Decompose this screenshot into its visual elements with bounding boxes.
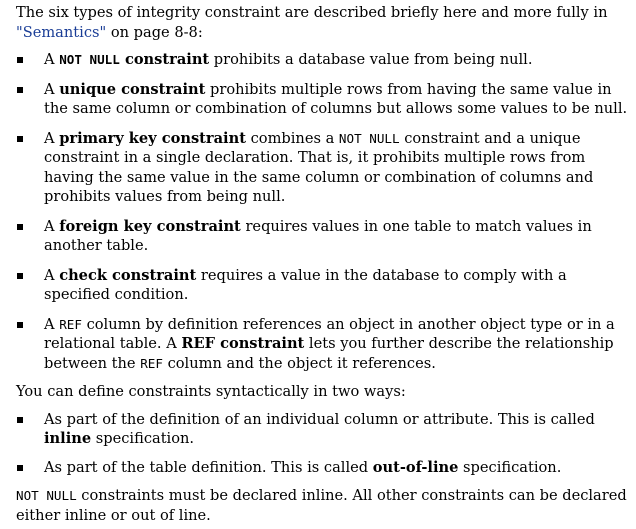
closing-paragraph: NOT NULL constraints must be declared inline. All other constraints can be declared either inline or out of line.: [16, 487, 627, 524]
term-inline: inline: [44, 430, 92, 447]
term-primary-key: primary key constraint: [59, 129, 246, 147]
syntax-intro-paragraph: You can define constraints syntactically in two ways:: [16, 383, 406, 400]
square-bullet-icon: [17, 136, 23, 142]
list-item-primary-key: A primary key constraint combines a NOT NULL constraint and a unique constraint in a single declaration. That is, it prohibits multiple rows from having the same value in the same column or combination of columns and prohibits values from being null.: [16, 129, 628, 207]
term-ref-constraint: REF constraint: [181, 335, 305, 352]
list-item-foreign-key: A foreign key constraint requires values in one table to match values in another table.: [16, 217, 628, 256]
list-item-inline: As part of the definition of an individual column or attribute. This is called inline specification.: [16, 410, 628, 449]
square-bullet-icon: [17, 87, 23, 93]
square-bullet-icon: [17, 57, 23, 63]
list-item-check: A check constraint requires a value in the database to comply with a specified condition.: [16, 266, 628, 305]
term-not-null: NOT NULL: [59, 52, 120, 67]
term-foreign-key: foreign key constraint: [59, 217, 241, 235]
term-unique: unique constraint: [59, 80, 206, 98]
term-out-of-line: out-of-line: [372, 458, 459, 476]
list-item-not-null: A NOT NULL constraint prohibits a database value from being null.: [16, 50, 628, 70]
list-item-out-of-line: As part of the table definition. This is called out-of-line specification.: [16, 458, 628, 478]
constraint-types-list: [16, 50, 628, 373]
intro-page-ref: on page 8-8:: [106, 23, 203, 41]
term-check: check constraint: [59, 266, 197, 284]
list-item-unique: A unique constraint prohibits multiple rows from having the same value in the same column or combination of columns but allows some values to be null.: [16, 80, 628, 119]
square-bullet-icon: [17, 273, 23, 279]
definition-ways-list: [16, 410, 628, 478]
square-bullet-icon: [17, 465, 23, 471]
square-bullet-icon: [17, 417, 23, 423]
square-bullet-icon: [17, 224, 23, 230]
intro-paragraph: [16, 3, 628, 42]
semantics-link[interactable]: "Semantics": [16, 23, 107, 41]
intro-text: The six types of integrity constraint are described briefly here and more fully in: [16, 4, 608, 21]
list-item-ref: A REF column by definition references an object in another object type or in a relational table. A REF constraint lets you further describe the relationship between the REF column and the object it references.: [16, 315, 628, 374]
square-bullet-icon: [17, 322, 23, 328]
